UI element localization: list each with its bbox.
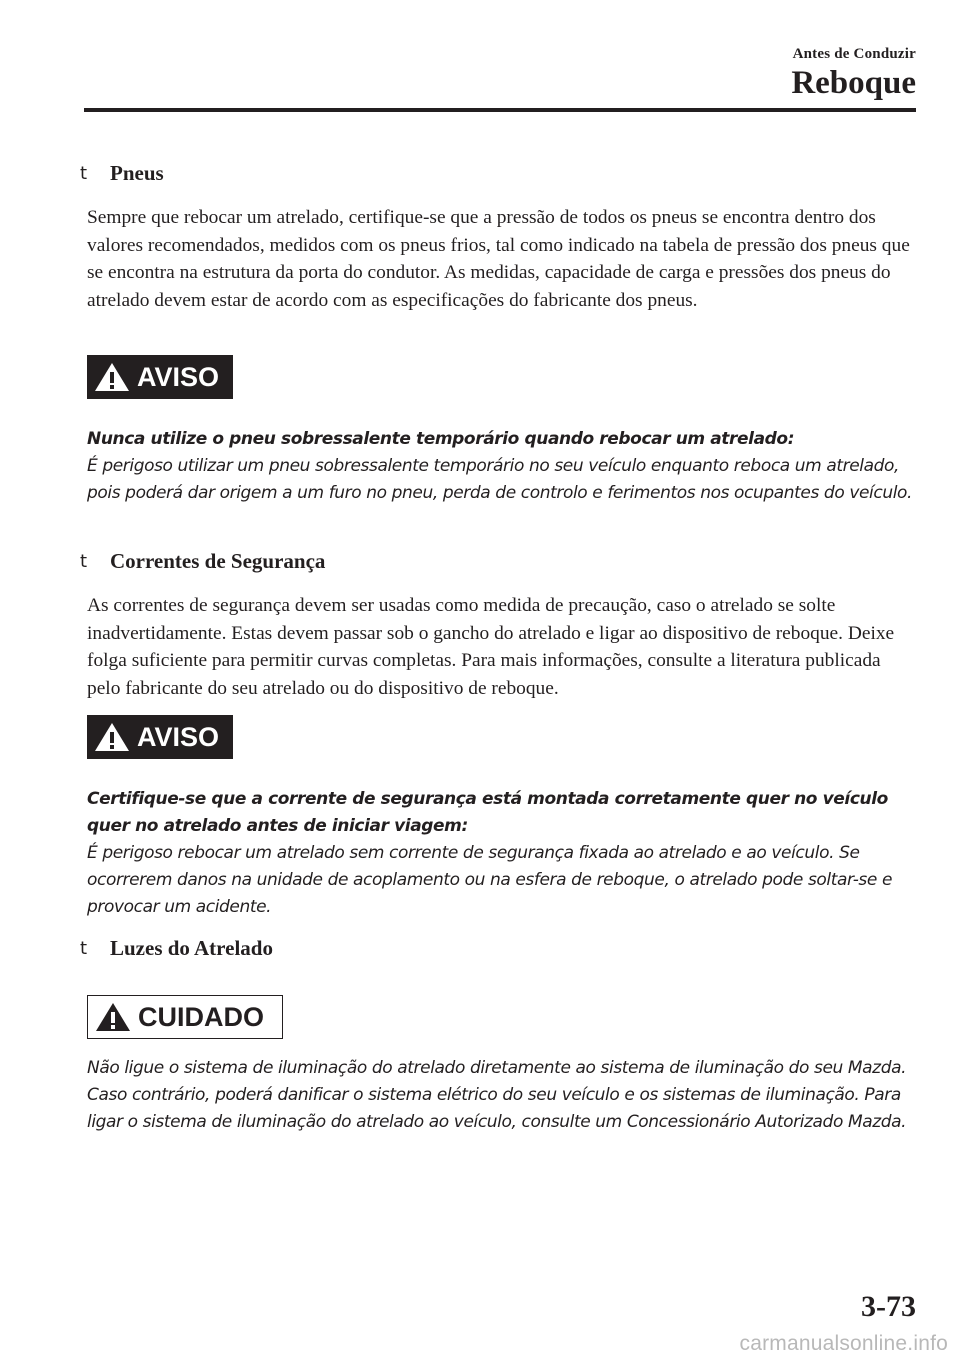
warning-badge bbox=[87, 355, 233, 399]
watermark: carmanualsonline.info bbox=[739, 1332, 948, 1355]
heading-correntes bbox=[80, 549, 325, 574]
badge-label: CUIDADO bbox=[138, 1001, 264, 1032]
warning-lead: Certifique-se que a corrente de segurança está montada corretamente quer no veículo quer no atrelado antes de iniciar viagem: bbox=[87, 789, 888, 836]
chapter-title: Antes de Conduzir bbox=[792, 46, 916, 62]
warning-body: É perigoso utilizar um pneu sobressalente temporário no seu veículo enquanto reboca um atrelado, pois poderá dar origem a um furo no pneu, perda de controlo e ferimentos nos ocupantes do veículo. bbox=[87, 456, 913, 503]
warning-text-correntes bbox=[87, 786, 927, 921]
warning-body: É perigoso rebocar um atrelado sem corrente de segurança fixada ao atrelado e ao veículo. Se ocorrerem danos na unidade de acoplamento ou na esfera de reboque, o atrelado pode soltar-se e provocar um acidente. bbox=[87, 843, 893, 917]
heading-pneus bbox=[80, 161, 164, 186]
warning-text-pneus bbox=[87, 426, 927, 507]
heading-label: Luzes do Atrelado bbox=[110, 936, 273, 960]
bullet-icon: t bbox=[80, 938, 88, 959]
caution-triangle-icon bbox=[94, 1001, 132, 1033]
page-header bbox=[791, 46, 916, 101]
warning-triangle-icon bbox=[93, 721, 131, 753]
caution-body: Não ligue o sistema de iluminação do atrelado diretamente ao sistema de iluminação do seu Mazda. Caso contrário, poderá danificar o sistema elétrico do seu veículo e os sistemas de iluminação. Para ligar o sistema de iluminação do atrelado ao veículo, consulte um Concessionário Autorizado Mazda. bbox=[87, 1058, 907, 1132]
paragraph-pneus: Sempre que rebocar um atrelado, certifique-se que a pressão de todos os pneus se encontra dentro dos valores recomendados, medidos com os pneus frios, tal como indicado na tabela de pressão dos pneus que se encontra na estrutura da porta do condutor. As medidas, capacidade de carga e pressões dos pneus do atrelado devem estar de acordo com as especificações do fabricante dos pneus. bbox=[87, 207, 910, 311]
caution-badge bbox=[87, 995, 283, 1039]
paragraph-correntes: As correntes de segurança devem ser usadas como medida de precaução, caso o atrelado se solte inadvertidamente. Estas devem passar sob o gancho do atrelado e ligar ao dispositivo de reboque. Deixe folga suficiente para permitir curvas completas. Para mais informações, consulte a literatura publicada pelo fabricante do seu atrelado ou do dispositivo de reboque. bbox=[87, 595, 895, 699]
badge-label: AVISO bbox=[137, 721, 220, 752]
warning-badge bbox=[87, 715, 233, 759]
section-title: Reboque bbox=[791, 65, 916, 101]
heading-label: Correntes de Segurança bbox=[110, 549, 326, 573]
warning-lead: Nunca utilize o pneu sobressalente temporário quando rebocar um atrelado: bbox=[87, 429, 795, 449]
caution-text-luzes bbox=[87, 1055, 927, 1136]
bullet-icon: t bbox=[80, 163, 88, 184]
page-number: 3-73 bbox=[861, 1290, 916, 1323]
bullet-icon: t bbox=[80, 551, 88, 572]
warning-triangle-icon bbox=[93, 361, 131, 393]
header-rule bbox=[84, 108, 916, 112]
badge-label: AVISO bbox=[137, 361, 220, 392]
heading-label: Pneus bbox=[110, 161, 164, 185]
heading-luzes bbox=[80, 936, 273, 961]
